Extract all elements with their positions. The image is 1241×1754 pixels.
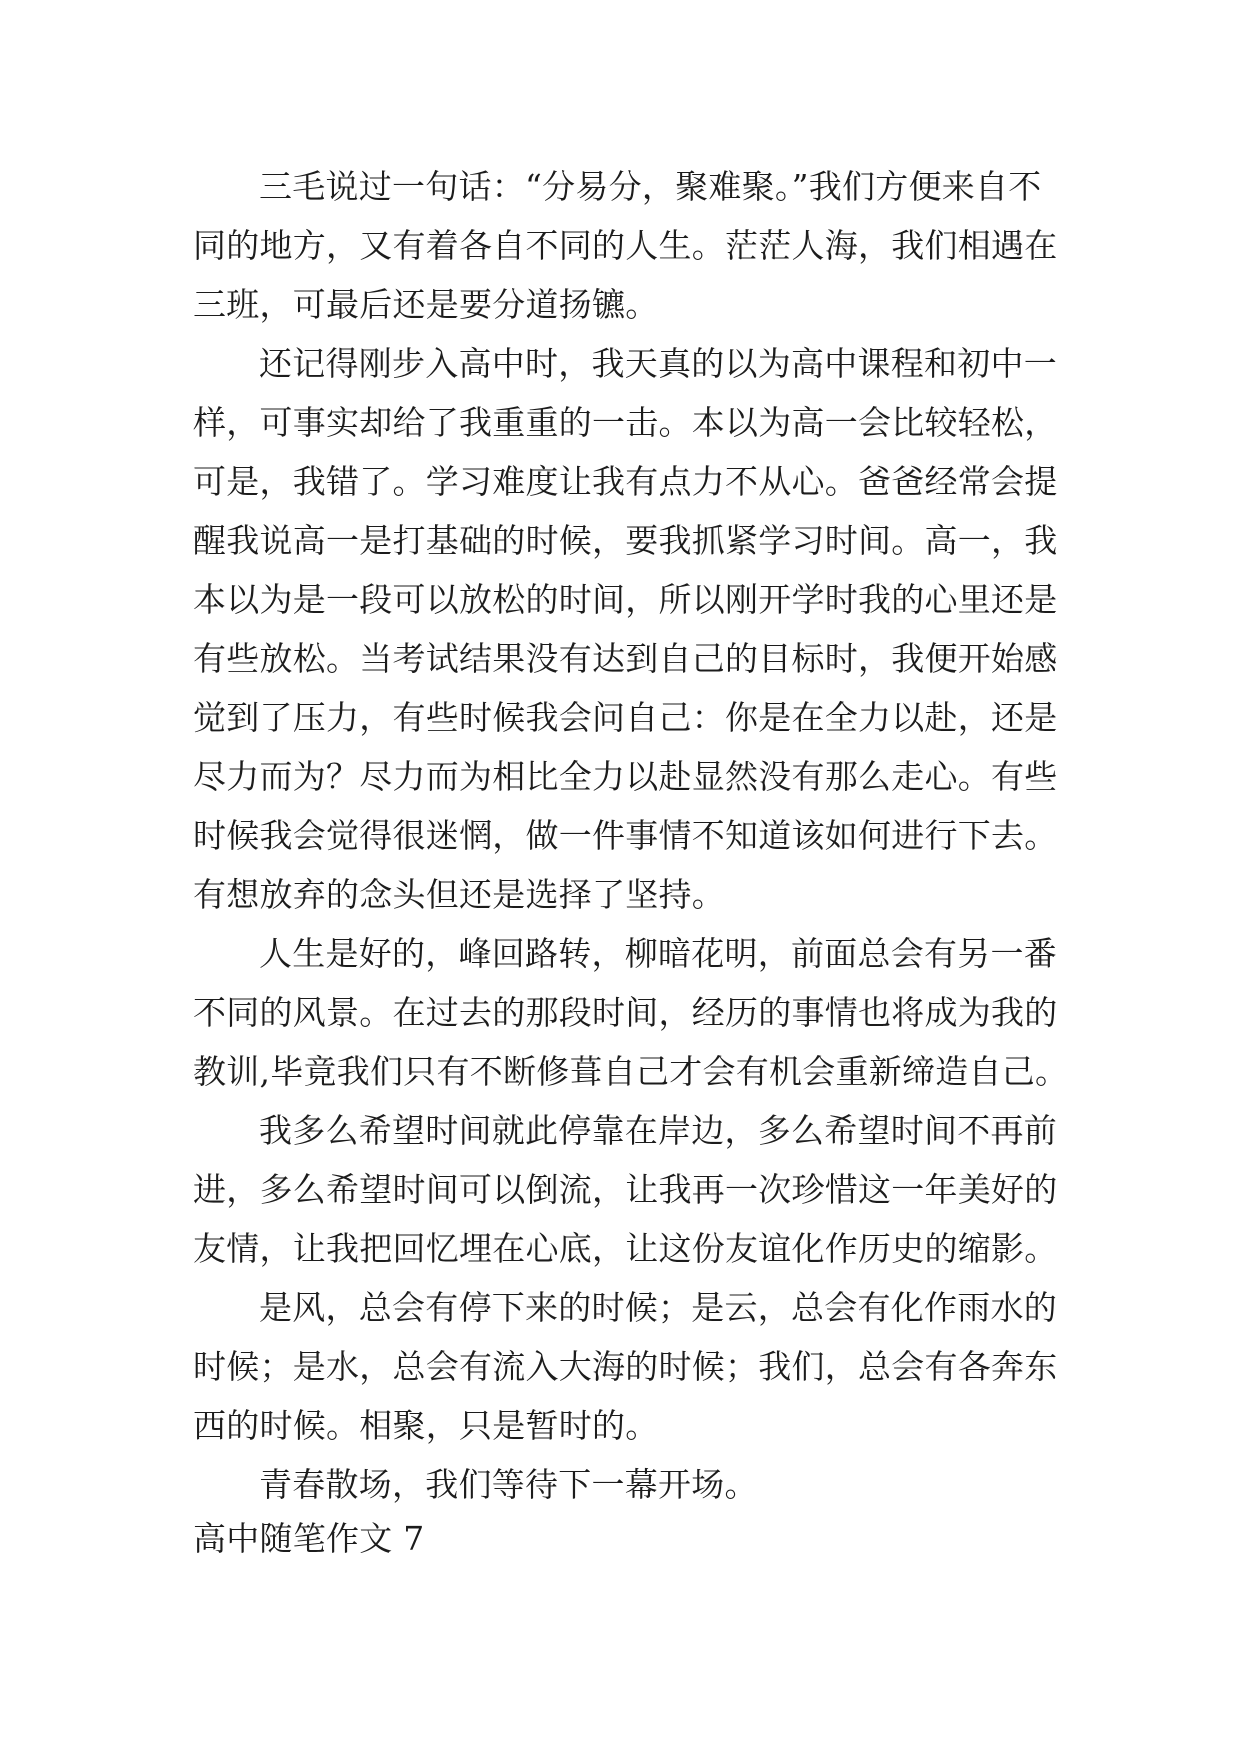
paragraph-line: 教训,毕竟我们只有不断修葺自己才会有机会重新缔造自己。 — [193, 1052, 1069, 1091]
paragraph-line: 有想放弃的念头但还是选择了坚持。 — [193, 875, 725, 914]
paragraph-line: 人生是好的，峰回路转，柳暗花明，前面总会有另一番 — [259, 934, 1057, 973]
paragraph-line: 不同的风景。在过去的那段时间，经历的事情也将成为我的 — [193, 993, 1058, 1032]
paragraph-line: 青春散场，我们等待下一幕开场。 — [259, 1465, 758, 1504]
paragraph-line: 友情，让我把回忆埋在心底，让这份友谊化作历史的缩影。 — [193, 1229, 1058, 1268]
paragraph-line: 可是，我错了。学习难度让我有点力不从心。爸爸经常会提 — [193, 462, 1058, 501]
paragraph-6 — [193, 1455, 1093, 1514]
paragraph-line: 觉到了压力，有些时候我会问自己：你是在全力以赴，还是 — [193, 698, 1058, 737]
paragraph-1 — [193, 157, 1093, 334]
document-body — [193, 157, 1093, 1568]
paragraph-line: 醒我说高一是打基础的时候，要我抓紧学习时间。高一，我 — [193, 521, 1058, 560]
paragraph-line: 是风，总会有停下来的时候；是云，总会有化作雨水的 — [259, 1288, 1057, 1327]
paragraph-line: 三班，可最后还是要分道扬镳。 — [193, 285, 659, 324]
paragraph-line: 时候我会觉得很迷惘，做一件事情不知道该如何进行下去。 — [193, 816, 1058, 855]
paragraph-line: 有些放松。当考试结果没有达到自己的目标时，我便开始感 — [193, 639, 1058, 678]
paragraph-line: 时候；是水，总会有流入大海的时候；我们，总会有各奔东 — [193, 1347, 1058, 1386]
paragraph-line: 我多么希望时间就此停靠在岸边，多么希望时间不再前 — [259, 1111, 1057, 1150]
paragraph-line: 西的时候。相聚，只是暂时的。 — [193, 1406, 659, 1445]
paragraph-line: 样，可事实却给了我重重的一击。本以为高一会比较轻松， — [193, 403, 1058, 442]
paragraph-3 — [193, 924, 1093, 1101]
paragraph-4 — [193, 1101, 1093, 1278]
paragraph-5 — [193, 1278, 1093, 1455]
section-heading: 高中随笔作文 7 — [193, 1519, 425, 1558]
paragraph-line: 同的地方，又有着各自不同的人生。茫茫人海，我们相遇在 — [193, 226, 1058, 265]
paragraph-2 — [193, 334, 1093, 924]
paragraph-line: 进，多么希望时间可以倒流，让我再一次珍惜这一年美好的 — [193, 1170, 1058, 1209]
paragraph-line: 还记得刚步入高中时，我天真的以为高中课程和初中一 — [259, 344, 1057, 383]
paragraph-line: 尽力而为？尽力而为相比全力以赴显然没有那么走心。有些 — [193, 757, 1058, 796]
paragraph-line: 本以为是一段可以放松的时间，所以刚开学时我的心里还是 — [193, 580, 1058, 619]
paragraph-line: 三毛说过一句话：“分易分，聚难聚。”我们方便来自不 — [259, 167, 1042, 206]
